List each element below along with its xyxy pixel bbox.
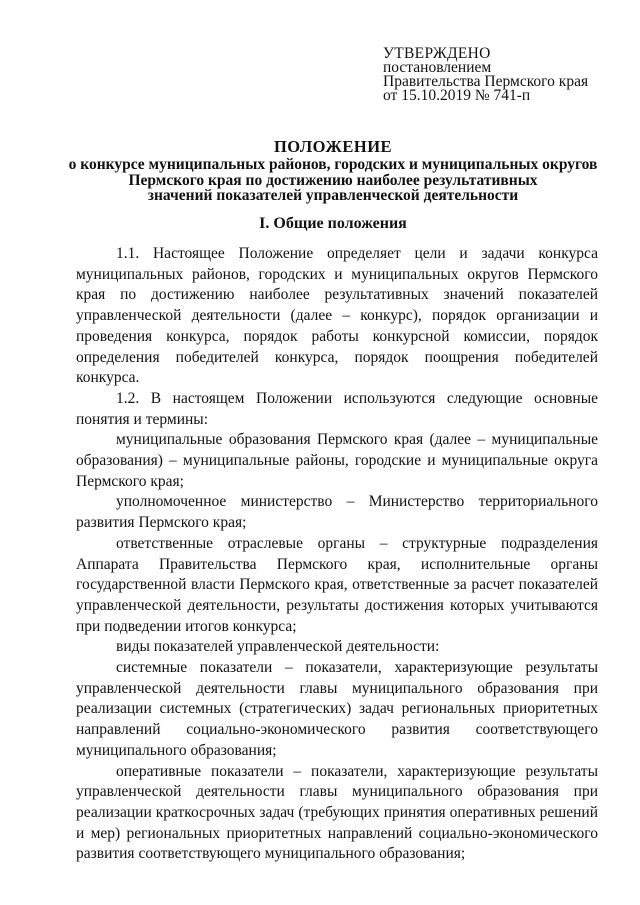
document-title-line-2: Пермского края по достижению наиболее результативных <box>128 171 538 189</box>
approval-line-resolution: постановлением <box>383 59 492 76</box>
section-body <box>76 244 598 865</box>
document-title-head: ПОЛОЖЕНИЕ <box>273 137 393 156</box>
approval-line-government: Правительства Пермского края <box>383 73 589 90</box>
paragraph-1-2: 1.2. В настоящем Положении используются следующие основные понятия и термины: <box>76 389 598 428</box>
document-title-line-3: значений показателей управленческой деятельности <box>147 187 519 204</box>
paragraph-1-1: 1.1. Настоящее Положение определяет цели и задачи конкурса муниципальных районов, городских и муниципальных округов Пермского края по достижению наиболее результативных значений показателей управленческой деятельности (далее – конкурс), порядок организации и проведения конкурса, порядок работы конкурсной комиссии, порядок определения победителей конкурса, порядок поощрения победителей конкурса. <box>76 245 598 387</box>
definition-authorized-ministry: уполномоченное министерство – Министерство территориального развития Пермского края; <box>76 493 598 532</box>
definition-municipal-entities: муниципальные образования Пермского края (далее – муниципальные образования) – муниципальные районы, городские и муниципальные округа Пермского края; <box>76 431 598 490</box>
approval-line-date-number: от 15.10.2019 № 741-п <box>383 87 531 104</box>
definition-indicator-types: виды показателей управленческой деятельности: <box>116 638 440 656</box>
approval-line-approved: УТВЕРЖДЕНО <box>383 45 491 62</box>
section-heading: I. Общие положения <box>259 215 407 232</box>
document-title-line-1: о конкурсе муниципальных районов, городских и муниципальных округов <box>68 156 598 173</box>
definition-system-indicators: системные показатели – показатели, характеризующие результаты управленческой деятельности главы муниципального образования при реализации системных (стратегических) задач региональных приоритетных направлений социально-экономического развития соответствующего муниципального образования; <box>76 659 598 759</box>
document-title <box>60 137 606 204</box>
definition-responsible-bodies: ответственные отраслевые органы – структурные подразделения Аппарата Правительства Пермского края, исполнительные органы государственной власти Пермского края, ответственные за расчет показателей управленческой деятельности, результаты достижения которых учитываются при подведении итогов конкурса; <box>76 534 598 635</box>
definition-operational-indicators: оперативные показатели – показатели, характеризующие результаты управленческой деятельности главы муниципального образования при реализации краткосрочных задач (требующих принятия оперативных решений и мер) региональных приоритетных направлений социально-экономического развития соответствующего муниципального образования; <box>76 762 598 863</box>
approval-stamp <box>383 47 633 103</box>
